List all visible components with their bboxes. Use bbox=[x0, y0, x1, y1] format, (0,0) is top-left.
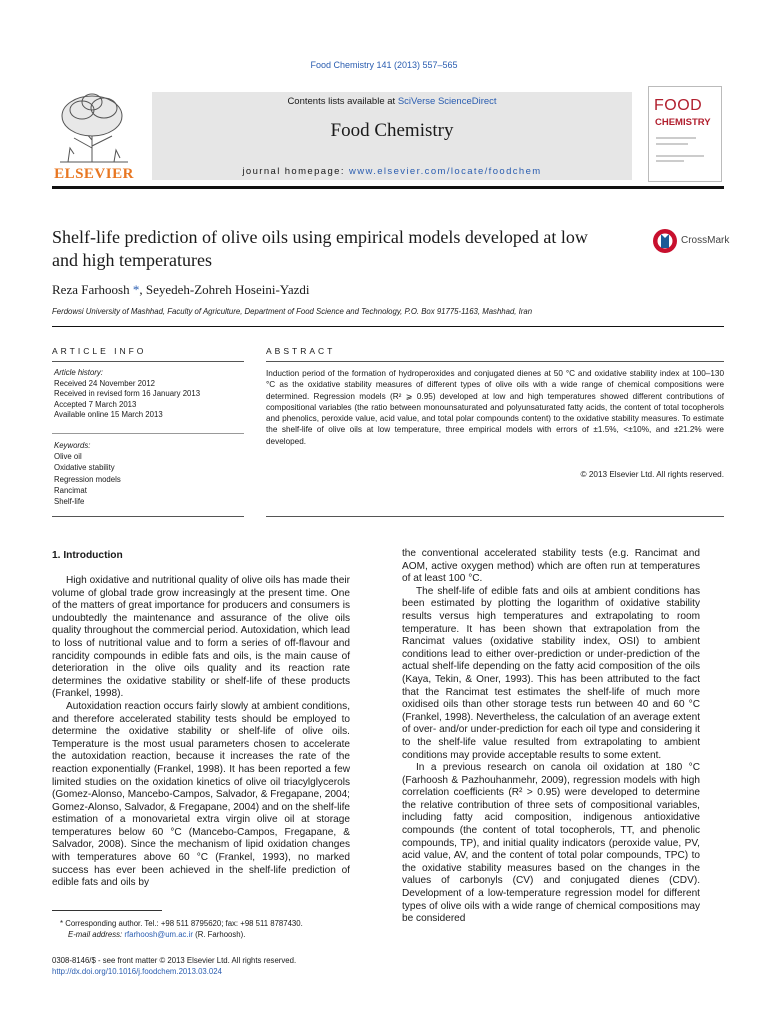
author-list bbox=[52, 282, 310, 298]
keywords-rule bbox=[52, 433, 244, 434]
affiliation: Ferdowsi University of Mashhad, Faculty of Agriculture, Department of Food Science and Technology, P.O. Box 91775-1163, Mashhad, Iran bbox=[52, 307, 533, 316]
keyword: Oxidative stability bbox=[54, 463, 115, 473]
front-matter-notice: 0308-8146/$ - see front matter © 2013 Elsevier Ltd. All rights reserved. bbox=[52, 956, 297, 965]
author-hoseini-yazdi: Seyedeh-Zohreh Hoseini-Yazdi bbox=[145, 282, 310, 297]
paragraph: The shelf-life of edible fats and oils at ambient conditions has been estimated by plotting the logarithm of oxidative stability results versus high temperatures and extrapolating to room temperature. It has been shown that extrapolation from the Rancimat values (oxidative stability index, OSI) to ambient conditions lead to either over-prediction or under-prediction of the actual shelf-life depending on the fatty acid composition of the oils (Kaya, Tekin, & Oner, 1993). This has been attributed to the fact that the Rancimat test estimates the shelf-life of much more oxidised oils than other storage tests run between 40 and 60 °C (Frankel, 1998). Nevertheless, the calculation of an average extent of over- and/or under-prediction for each oil type and considering it to the shelf-life value resulted from extrapolating to ambient conditions may provide acceptable results to some extent. bbox=[402, 585, 700, 761]
homepage-prefix: journal homepage: bbox=[242, 166, 349, 177]
front-matter-block bbox=[52, 955, 296, 977]
cover-title-food: FOOD bbox=[654, 97, 703, 114]
abstract-copyright: © 2013 Elsevier Ltd. All rights reserved. bbox=[580, 470, 724, 479]
corresponding-author-footnote bbox=[60, 918, 303, 940]
header-rule bbox=[52, 186, 724, 189]
abstract-text: Induction period of the formation of hydroperoxides and conjugated dienes at 50 °C and oxidative stability index at 100–130 °C as the oxidative stability measures of different types of olive oils with a wide range of chemical compositions were determined. Regression models (R² ⩾ 0.95) developed at low and high temperatures showed different contributions of compositional variables (the ratio between monounsaturated and polyunsaturated fatty acids, the content of total tocopherols and phenolics, peroxide value, acid value, and total polar compounds content) to the oxidative stability measures. To estimate the shelf-life of olive oils at low temperature, three empirical models with errors of ±1.5%, <±10%, and ±21.2% were developed. bbox=[266, 369, 724, 446]
sciencedirect-link[interactable]: SciVerse ScienceDirect bbox=[397, 96, 497, 107]
abstract-heading: ABSTRACT bbox=[266, 346, 336, 356]
keyword: Shelf-life bbox=[54, 497, 85, 507]
keyword: Olive oil bbox=[54, 452, 82, 462]
article-title: Shelf-life prediction of olive oils using empirical models developed at low and high temperatures bbox=[52, 227, 588, 270]
journal-homepage-line bbox=[152, 166, 632, 177]
paragraph: In a previous research on canola oil oxidation at 180 °C (Farhoosh & Pazhouhanmehr, 2009), regression models with high correlation coefficients (R² > 0.95) were developed to determine the relative contribution of three sets of compositional variables, including fatty acid composition, indigenous antioxidative compounds (the content of total tocopherols, TT, and phenolic compounds, TP), and initial quality indicators (peroxide value, PV, acid value, AV, and the content of total polar compounds, TPC) to the oxidative stability measures based on the changes in the values of carbonyls (CV) and conjugated dienes (CDV). Development of a low-temperature regression model for different types of olive oils with a wide range of chemical compositions may be considered bbox=[402, 762, 700, 925]
crossmark-badge[interactable] bbox=[652, 228, 732, 258]
corresponding-author-mark[interactable]: * bbox=[129, 282, 140, 297]
crossmark-label: CrossMark bbox=[681, 235, 730, 246]
footnote-mark: * bbox=[60, 919, 64, 928]
keyword: Rancimat bbox=[54, 485, 87, 495]
contents-availability-line bbox=[152, 96, 632, 107]
abstract-bottom-rule bbox=[266, 516, 724, 517]
homepage-link[interactable]: www.elsevier.com/locate/foodchem bbox=[348, 166, 542, 177]
body-column-left bbox=[52, 575, 350, 890]
journal-name: Food Chemistry bbox=[330, 120, 454, 141]
article-info-bottom-rule bbox=[52, 516, 244, 517]
email-link[interactable]: rfarhoosh@um.ac.ir bbox=[124, 930, 193, 939]
footnote-rule bbox=[52, 910, 162, 911]
journal-citation-link[interactable]: Food Chemistry 141 (2013) 557–565 bbox=[310, 60, 458, 70]
keyword: Regression models bbox=[54, 474, 121, 484]
history-revised: Received in revised form 16 January 2013 bbox=[54, 389, 201, 398]
paragraph: High oxidative and nutritional quality of olive oils has made their volume of global trade grow increasingly at the present time. One of the matters of great importance for producers and consumers is undoubtedly the maintenance and assurance of the olive oils quality throughout the commercial period. Autoxidation, which lead to loss of nutritional value and to form a series of off-flavour and rancidity compounds in edible fats and oils, is the main cause of deterioration in the olive oils quality and its reaction rate determines the oxidative stability or shelf-life of these products (Frankel, 1998). bbox=[52, 575, 350, 700]
elsevier-wordmark: ELSEVIER bbox=[54, 166, 134, 182]
email-label: E-mail address: bbox=[68, 930, 125, 939]
email-suffix: (R. Farhoosh). bbox=[192, 930, 246, 939]
cover-decoration bbox=[656, 134, 712, 164]
author-separator: , bbox=[139, 282, 146, 297]
article-info-rule bbox=[52, 361, 244, 362]
doi-link[interactable]: http://dx.doi.org/10.1016/j.foodchem.2013.03.024 bbox=[52, 967, 222, 976]
crossmark-icon bbox=[652, 228, 678, 254]
paragraph: Autoxidation reaction occurs fairly slowly at ambient conditions, and therefore accelerated stability tests should be employed to determine the oxidative stability or shelf-life of olive oils. Temperature is the most usual parameters chosen to accelerate the autoxidation reaction, because it increases the rate of the reaction exponentially (Frankel, 1998). It has been reported a few limited studies on the oxidation kinetics of olive oil triacylglycerols (Gomez-Alonso, Mancebo-Campos, Salvador, & Fregapane, 2004; Gomez-Alonso, Salvador, & Fregapane, 2004) and on the shelf-life estimation of a monovarietal extra virgin olive oil at storage temperatures below 60 °C (Mancebo-Campos, Fregapane, & Salvador, 2008). Since the mechanism of lipid oxidation changes with temperatures above 60 °C (Frankel, 1993), no marked success has ever been achieved in the shelf-life prediction of edible fats and oils by bbox=[52, 700, 350, 889]
keywords-block bbox=[54, 440, 246, 507]
article-info-heading: ARTICLE INFO bbox=[52, 346, 147, 356]
body-column-right bbox=[402, 548, 700, 926]
abstract-rule bbox=[266, 361, 724, 362]
history-received: Received 24 November 2012 bbox=[54, 378, 155, 388]
keywords-label: Keywords: bbox=[54, 441, 91, 450]
paragraph-continued: the conventional accelerated stability tests (e.g. Rancimat and AOM, active oxygen method) which are often run at temperatures of at least 100 °C. bbox=[402, 548, 700, 585]
history-online: Available online 15 March 2013 bbox=[54, 410, 163, 419]
section-heading-introduction: 1. Introduction bbox=[52, 550, 123, 561]
history-accepted: Accepted 7 March 2013 bbox=[54, 399, 137, 409]
contents-prefix: Contents lists available at bbox=[287, 96, 398, 107]
author-farhoosh: Reza Farhoosh bbox=[52, 282, 130, 297]
cover-title-chemistry: CHEMISTRY bbox=[655, 117, 711, 128]
title-rule bbox=[52, 326, 724, 327]
footnote-contact: Corresponding author. Tel.: +98 511 8795620; fax: +98 511 8787430. bbox=[63, 919, 303, 928]
article-history bbox=[54, 368, 246, 421]
history-label: Article history: bbox=[54, 368, 103, 377]
